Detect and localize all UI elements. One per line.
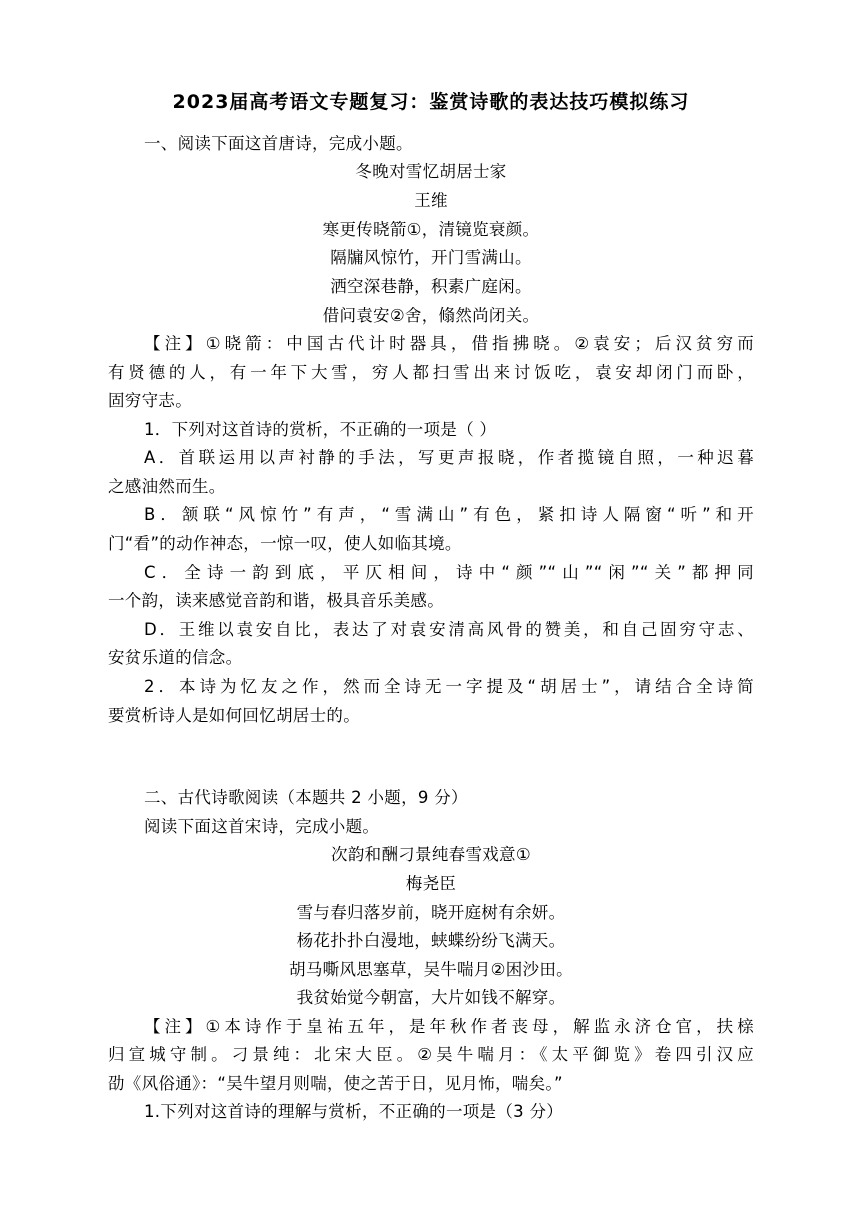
poem2-verse: 胡马嘶风思塞草，吴牛喘月②困沙田。 [289,960,573,979]
option-d-cont: 安贫乐道的信念。 [108,648,243,667]
poem2-title: 次韵和酬刁景纯春雪戏意① [331,845,531,864]
option-b: B．颔联“风惊竹”有声，“雪满山”有色，紧扣诗人隔窗“听”和开 [144,505,754,524]
poem1-note: 有贤德的人，有一年下大雪，穷人都扫雪出来讨饭吃，袁安却闭门而卧， [108,363,754,382]
option-d: D．王维以袁安自比，表达了对袁安清高风骨的赞美，和自己固穷守志、 [144,620,754,639]
poem1-note: 固穷守志。 [108,391,192,410]
poem2-note: 劭《风俗通》：“吴牛望月则喘，使之苦于日，见月怖，喘矣。” [108,1074,563,1093]
question-1: 1．下列对这首诗的赏析，不正确的一项是（ ） [144,420,497,439]
poem2-note: 归宣城守制。刁景纯：北宋大臣。②吴牛喘月：《太平御览》卷四引汉应 [108,1045,754,1064]
question-2: 2．本诗为忆友之作，然而全诗无一字提及“胡居士”，请结合全诗简 [144,677,754,696]
poem1-verse: 寒更传晓箭①，清镜览衰颜。 [322,220,540,239]
poem2-verse: 雪与春归落岁前，晓开庭树有余妍。 [296,903,566,922]
section2-heading: 二、古代诗歌阅读（本题共 2 小题，9 分） [144,788,468,807]
poem2-note: 【注】①本诗作于皇祐五年，是年秋作者丧母，解监永济仓官，扶榇 [144,1017,754,1036]
option-a: A．首联运用以声衬静的手法，写更声报晓，作者揽镜自照，一种迟暮 [144,448,754,467]
section2-question-1: 1.下列对这首诗的理解与赏析，不正确的一项是（3 分） [144,1102,564,1121]
option-a-cont: 之感油然而生。 [108,477,226,496]
poem2-verse: 我贫始觉今朝富，大片如钱不解穿。 [296,988,566,1007]
poem1-title: 冬晚对雪忆胡居士家 [355,162,507,181]
poem1-note: 【注】①晓箭：中国古代计时器具，借指拂晓。②袁安；后汉贫穷而 [144,334,754,353]
poem1-verse: 借问袁安②舍，翛然尚闭关。 [322,306,540,325]
option-b-cont: 门“看”的动作神态，一惊一叹，使人如临其境。 [108,534,462,553]
poem1-verse: 隔牖风惊竹，开门雪满山。 [330,248,532,267]
option-c: C．全诗一韵到底，平仄相间，诗中“颜”“山”“闲”“关”都押同 [144,563,754,582]
document-title: 2023届高考语文专题复习：鉴赏诗歌的表达技巧模拟练习 [172,91,690,113]
question-2-cont: 要赏析诗人是如何回忆胡居士的。 [108,706,360,725]
poem2-author: 梅尧臣 [405,874,457,893]
poem1-author: 王维 [414,191,448,210]
poem1-verse: 洒空深巷静，积素广庭闲。 [330,277,532,296]
option-c-cont: 一个韵，读来感觉音韵和谐，极具音乐美感。 [108,591,444,610]
section1-heading: 一、阅读下面这首唐诗，完成小题。 [144,134,413,153]
section2-intro: 阅读下面这首宋诗，完成小题。 [144,817,380,836]
poem2-verse: 杨花扑扑白漫地，蛱蝶纷纷飞满天。 [296,931,566,950]
